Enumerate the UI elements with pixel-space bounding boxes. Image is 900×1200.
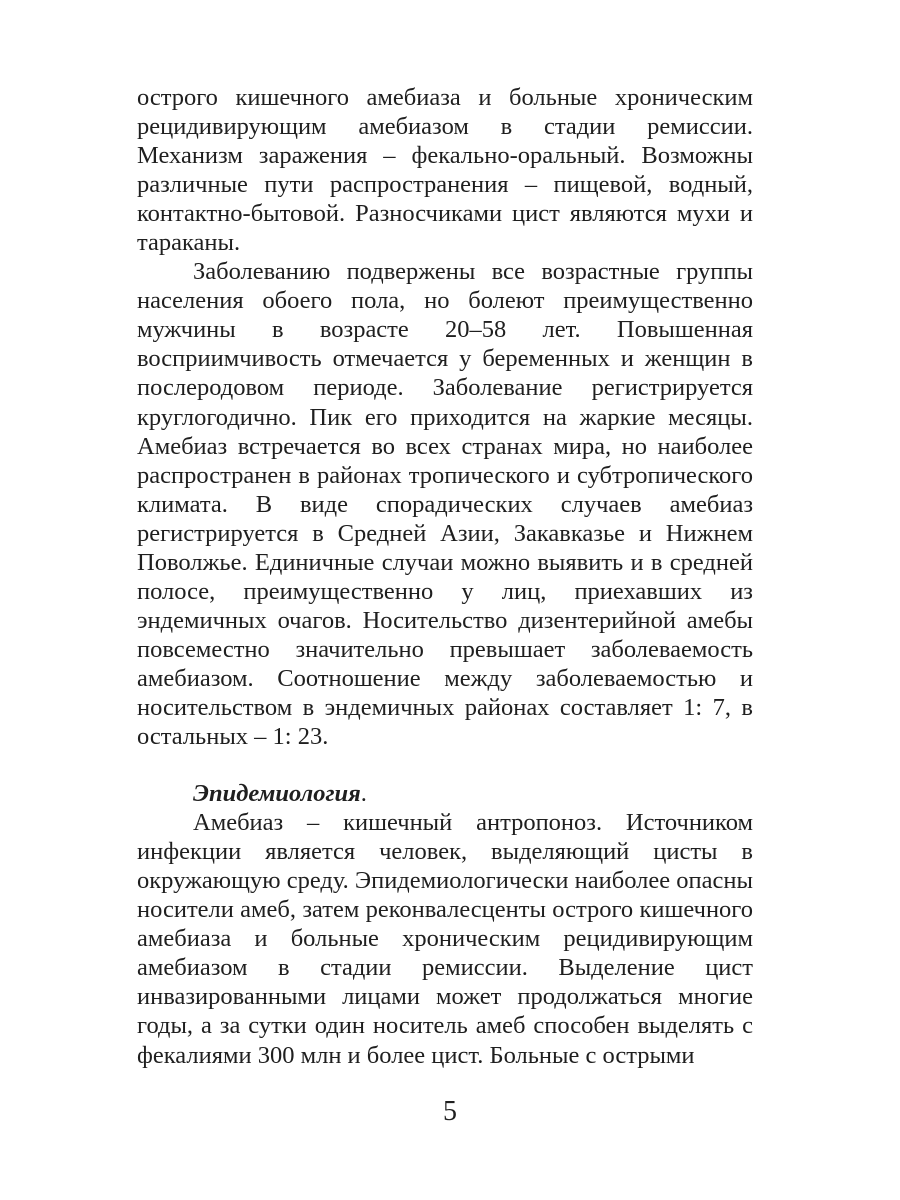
paragraph-continuation: острого кишечного амебиаза и больные хроническим рецидивирующим амебиазом в стадии ремиссии. Механизм заражения – фекально-оральный. Возможны различные пути распространения – пищевой, водный, контактно-бытовой. Разносчиками цист являются мухи и тараканы. <box>137 84 753 257</box>
section-heading-title: Эпидемиология <box>193 780 361 808</box>
page-number: 5 <box>443 1096 457 1127</box>
paragraph-epidemiology: Амебиаз – кишечный антропоноз. Источником инфекции является человек, выделяющий цисты в окружающую среду. Эпидемиологически наиболее опасны носители амеб, затем реконвалесценты острого кишечного амебиаза и больные хроническим рецидивирующим амебиазом в стадии ремиссии. Выделение цист инвазированными лицами может продолжаться многие годы, а за сутки один носитель амеб способен выделять с фекалиями 300 млн и более цист. Больные с острыми <box>137 809 753 1069</box>
page-body <box>137 83 753 1070</box>
section-heading-punct: . <box>360 780 367 808</box>
section-heading <box>137 779 753 808</box>
paragraph-susceptibility: Заболеванию подвержены все возрастные группы населения обоего пола, но болеют преимущественно мужчины в возрасте 20–58 лет. Повышенная восприимчивость отмечается у беременных и женщин в послеродовом периоде. Заболевание регистрируется круглогодично. Пик его приходится на жаркие месяцы. Амебиаз встречается во всех странах мира, но наиболее распространен в районах тропического и субтропического климата. В виде спорадических случаев амебиаз регистрируется в Средней Азии, Закавказье и Нижнем Поволжье. Единичные случаи можно выявить и в средней полосе, преимущественно у лиц, приехавших из эндемичных очагов. Носительство дизентерийной амебы повсеместно значительно превышает заболеваемость амебиазом. Соотношение между заболеваемостью и носительством в эндемичных районах составляет 1: 7, в остальных – 1: 23. <box>137 258 753 751</box>
section-spacer <box>137 751 753 779</box>
